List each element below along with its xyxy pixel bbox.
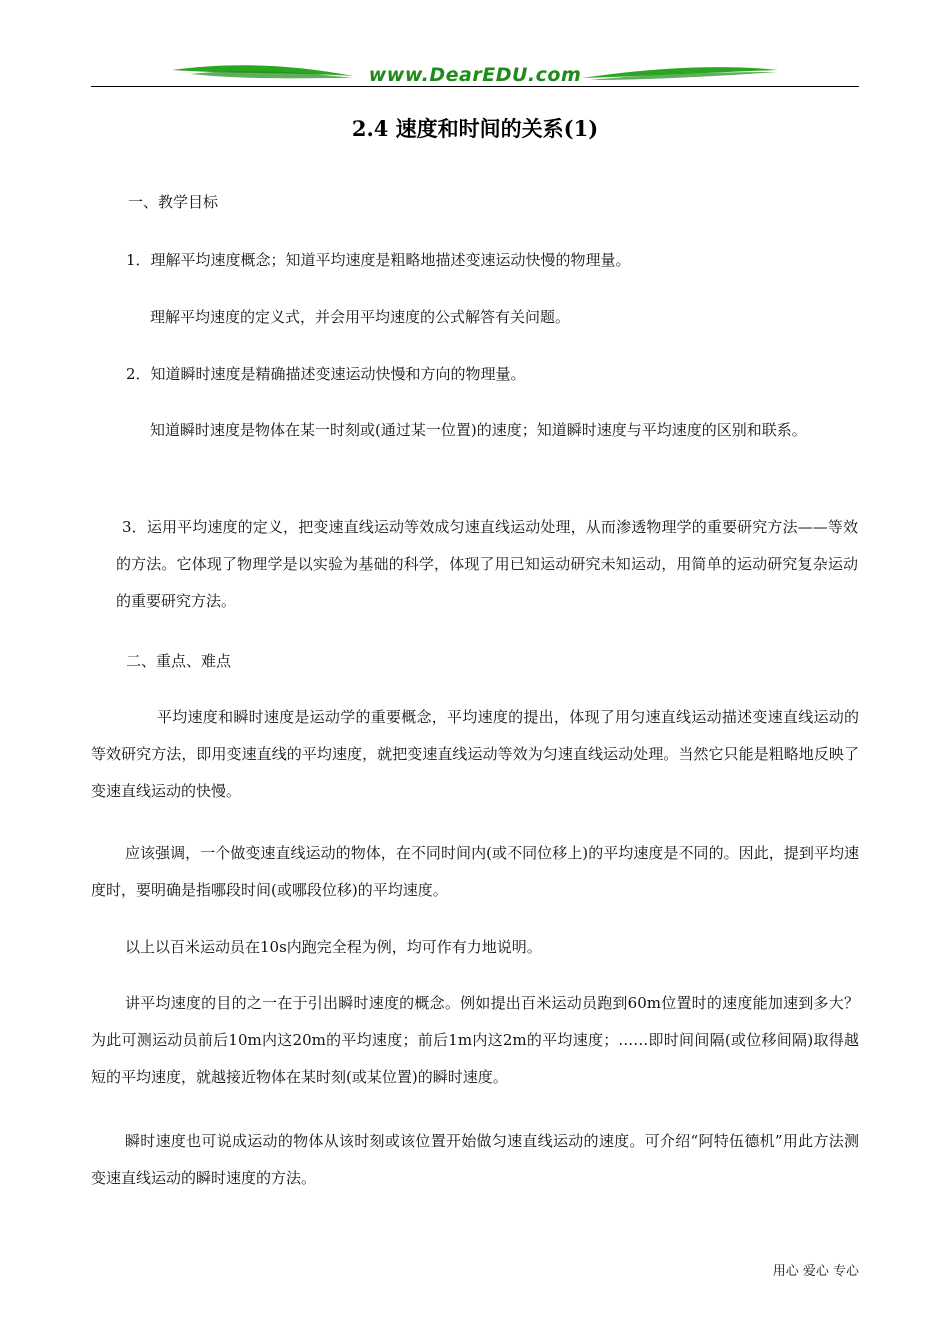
left-swoosh-logo (170, 62, 355, 84)
paragraph-1: 平均速度和瞬时速度是运动学的重要概念，平均速度的提出，体现了用匀速直线运动描述变速直线运动的等效研究方法，即用变速直线的平均速度，就把变速直线运动等效为匀速直线运动处理。当然它只能是粗略地反映了变速直线运动的快慢。 (91, 708, 859, 800)
header-rule (91, 86, 859, 87)
objective-1-line-2: 理解平均速度的定义式，并会用平均速度的公式解答有关问题。 (150, 308, 571, 326)
section-heading-key-points: 二、重点、难点 (126, 652, 232, 670)
objective-3: 3．运用平均速度的定义，把变速直线运动等效成匀速直线运动处理，从而渗透物理学的重要研究方法——等效的方法。它体现了物理学是以实验为基础的科学，体现了用已知运动研究未知运动，用简单的运动研究复杂运动的重要研究方法。 (116, 518, 858, 610)
right-swoosh-logo (580, 62, 780, 84)
site-logo-text: www.DearEDU.com (368, 64, 582, 86)
paragraph-4: 讲平均速度的目的之一在于引出瞬时速度的概念。例如提出百米运动员跑到60m位置时的速度能加速到多大？为此可测运动员前后10m内这20m的平均速度；前后1m内这2m的平均速度；……即时间间隔(或位移间隔)取得越短的平均速度，就越接近物体在某时刻(或某位置)的瞬时速度。 (91, 994, 859, 1086)
objective-2-line-1: 2．知道瞬时速度是精确描述变速运动快慢和方向的物理量。 (126, 365, 526, 383)
footer-motto: 用心 爱心 专心 (772, 1264, 859, 1279)
section-heading-objectives: 一、教学目标 (128, 193, 219, 211)
paragraph-5: 瞬时速度也可说成运动的物体从该时刻或该位置开始做匀速直线运动的速度。可介绍“阿特伍德机”用此方法测变速直线运动的瞬时速度的方法。 (91, 1132, 859, 1187)
document-title: 2.4 速度和时间的关系(1) (351, 116, 599, 141)
objective-2-line-2: 知道瞬时速度是物体在某一时刻或(通过某一位置)的速度；知道瞬时速度与平均速度的区别和联系。 (150, 421, 807, 439)
paragraph-3: 以上以百米运动员在10s内跑完全程为例，均可作有力地说明。 (125, 938, 542, 956)
page-header (0, 0, 950, 92)
paragraph-2: 应该强调，一个做变速直线运动的物体，在不同时间内(或不同位移上)的平均速度是不同的。因此，提到平均速度时，要明确是指哪段时间(或哪段位移)的平均速度。 (91, 844, 859, 899)
objective-1-line-1: 1．理解平均速度概念；知道平均速度是粗略地描述变速运动快慢的物理量。 (126, 251, 631, 269)
